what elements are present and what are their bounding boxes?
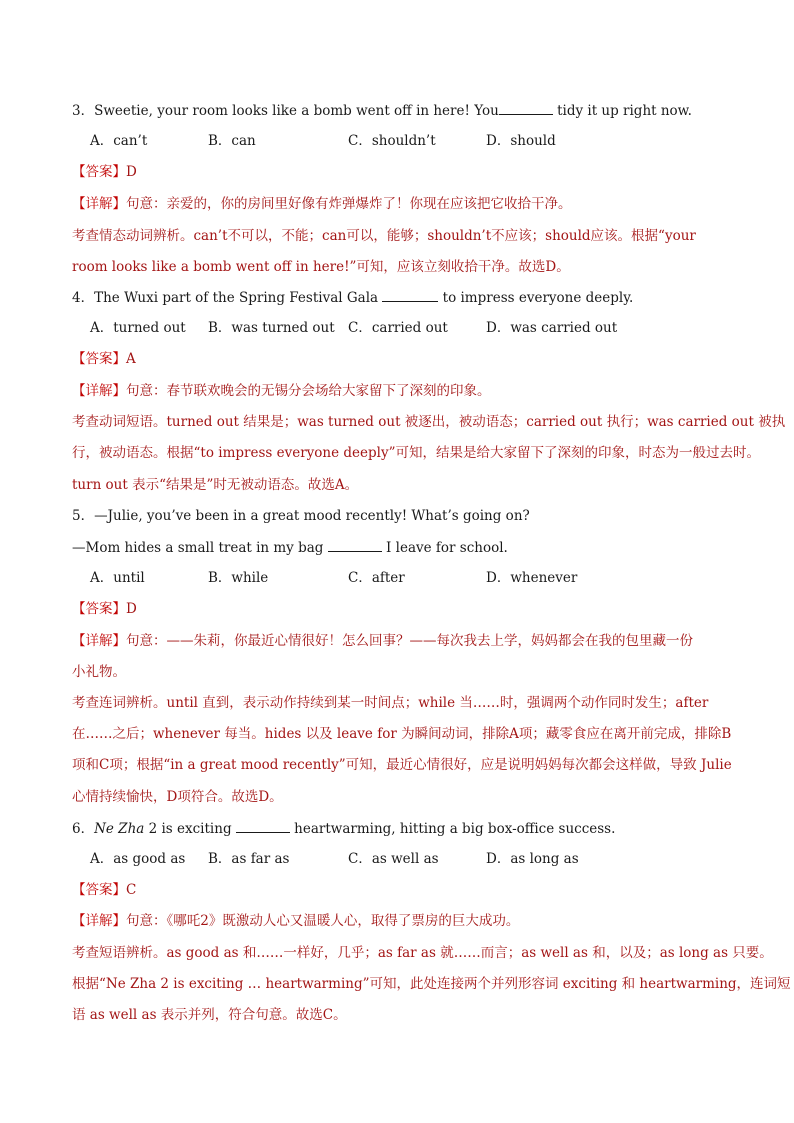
question-4-detail (72, 381, 732, 401)
answer-blank (328, 537, 382, 552)
stem-part: heartwarming, hitting a big box-office success. (289, 821, 616, 837)
stem-part: I leave for school. (381, 540, 508, 556)
question-4-answer (72, 349, 732, 369)
detail-line: 句意：春节联欢晚会的无锡分会场给大家留下了深刻的印象。 (126, 383, 491, 399)
detail-line: 考查情态动词辨析。can’t不可以，不能；can可以，能够；shouldn’t不应该；should应该。根据“your (72, 228, 696, 244)
detail-line: 考查连词辨析。until 直到，表示动作持续到某一时间点；while 当……时，强调两个动作同时发生；after (72, 695, 709, 711)
answer-blank (382, 287, 438, 302)
question-3-detail (72, 194, 732, 214)
answer-value: D (126, 601, 137, 617)
detail-line: 考查动词短语。turned out 结果是；was turned out 被逐出，被动语态；carried out 执行；was carried out 被执 (72, 414, 786, 430)
question-4-stem (72, 287, 732, 308)
detail-line: 在……之后；whenever 每当。hides 以及 leave for 为瞬间动词，排除A项；藏零食应在离开前完成，排除B (72, 726, 732, 742)
option-c: C．after (348, 570, 405, 586)
detail-tag: 【详解】 (72, 633, 126, 649)
detail-tag: 【详解】 (72, 913, 126, 929)
stem-part: 2 is exciting (144, 821, 232, 837)
answer-blank (499, 100, 553, 115)
detail-line: 句意：亲爱的，你的房间里好像有炸弹爆炸了！你现在应该把它收拾干净。 (126, 196, 572, 212)
detail-tag: 【详解】 (72, 383, 126, 399)
stem-part: Sweetie, your room looks like a bomb went off in here! You (94, 103, 499, 119)
answer-value: A (126, 351, 136, 367)
question-number: 5． (72, 508, 95, 524)
detail-line: 项和C项；根据“in a great mood recently”可知，最近心情很好，应是说明妈妈每次都会这样做，导致 Julie (72, 757, 732, 773)
detail-line: 心情持续愉快，D项符合。故选D。 (72, 789, 283, 805)
answer-value: C (126, 882, 137, 898)
option-d: D．was carried out (486, 320, 618, 336)
question-5-stem (72, 506, 732, 526)
answer-tag: 【答案】 (72, 351, 126, 367)
detail-tag: 【详解】 (72, 196, 126, 212)
answer-tag: 【答案】 (72, 882, 126, 898)
stem-part: —Mom hides a small treat in my bag (72, 540, 324, 556)
detail-line: 根据“Ne Zha 2 is exciting … heartwarming”可知，此处连接两个并列形容词 exciting 和 heartwarming，连词短 (72, 976, 791, 992)
option-a: A．can’t (90, 133, 148, 149)
question-number: 4． (72, 290, 95, 306)
detail-line: 考查短语辨析。as good as 和……一样好，几乎；as far as 就……而言；as well as 和，以及；as long as 只要。 (72, 945, 773, 961)
option-d: D．should (486, 133, 556, 149)
question-6-stem (72, 818, 732, 839)
detail-line: 语 as well as 表示并列，符合句意。故选C。 (72, 1007, 347, 1023)
question-number: 6． (72, 821, 95, 837)
stem-part: to impress everyone deeply. (438, 290, 634, 306)
option-d: D．whenever (486, 570, 578, 586)
stem-part: The Wuxi part of the Spring Festival Gala (94, 290, 379, 306)
question-5-stem-line2 (72, 537, 732, 558)
option-a: A．turned out (90, 320, 186, 336)
question-3-answer (72, 162, 732, 182)
question-3-stem (72, 100, 732, 121)
stem-part: tidy it up right now. (552, 103, 692, 119)
detail-line: 行，被动语态。根据“to impress everyone deeply”可知，结果是给大家留下了深刻的印象，时态为一般过去时。 (72, 445, 760, 461)
option-b: B．was turned out (208, 320, 335, 336)
option-d: D．as long as (486, 851, 579, 867)
option-a: A．until (90, 570, 145, 586)
answer-tag: 【答案】 (72, 601, 126, 617)
detail-line: room looks like a bomb went off in here!”可知，应该立刻收拾干净。故选D。 (72, 259, 570, 275)
question-5-detail (72, 631, 732, 651)
detail-line: 小礼物。 (72, 664, 126, 680)
detail-line: 句意：《哪吒2》既激动人心又温暖人心，取得了票房的巨大成功。 (126, 913, 520, 929)
stem-part: —Julie, you’ve been in a great mood recently! What’s going on? (94, 508, 530, 524)
question-5-answer (72, 599, 732, 619)
detail-line: 句意：——朱莉，你最近心情很好！怎么回事？——每次我去上学，妈妈都会在我的包里藏一份 (126, 633, 693, 649)
answer-value: D (126, 164, 137, 180)
question-6-answer (72, 880, 732, 900)
answer-tag: 【答案】 (72, 164, 126, 180)
option-b: B．can (208, 133, 256, 149)
question-number: 3． (72, 103, 95, 119)
option-b: B．while (208, 570, 269, 586)
option-c: C．shouldn’t (348, 133, 436, 149)
option-c: C．as well as (348, 851, 439, 867)
film-title: Ne Zha (94, 821, 145, 837)
answer-blank (236, 818, 290, 833)
option-c: C．carried out (348, 320, 448, 336)
option-a: A．as good as (90, 851, 186, 867)
detail-line: turn out 表示“结果是”时无被动语态。故选A。 (72, 477, 359, 493)
question-6-detail (72, 911, 732, 931)
option-b: B．as far as (208, 851, 290, 867)
